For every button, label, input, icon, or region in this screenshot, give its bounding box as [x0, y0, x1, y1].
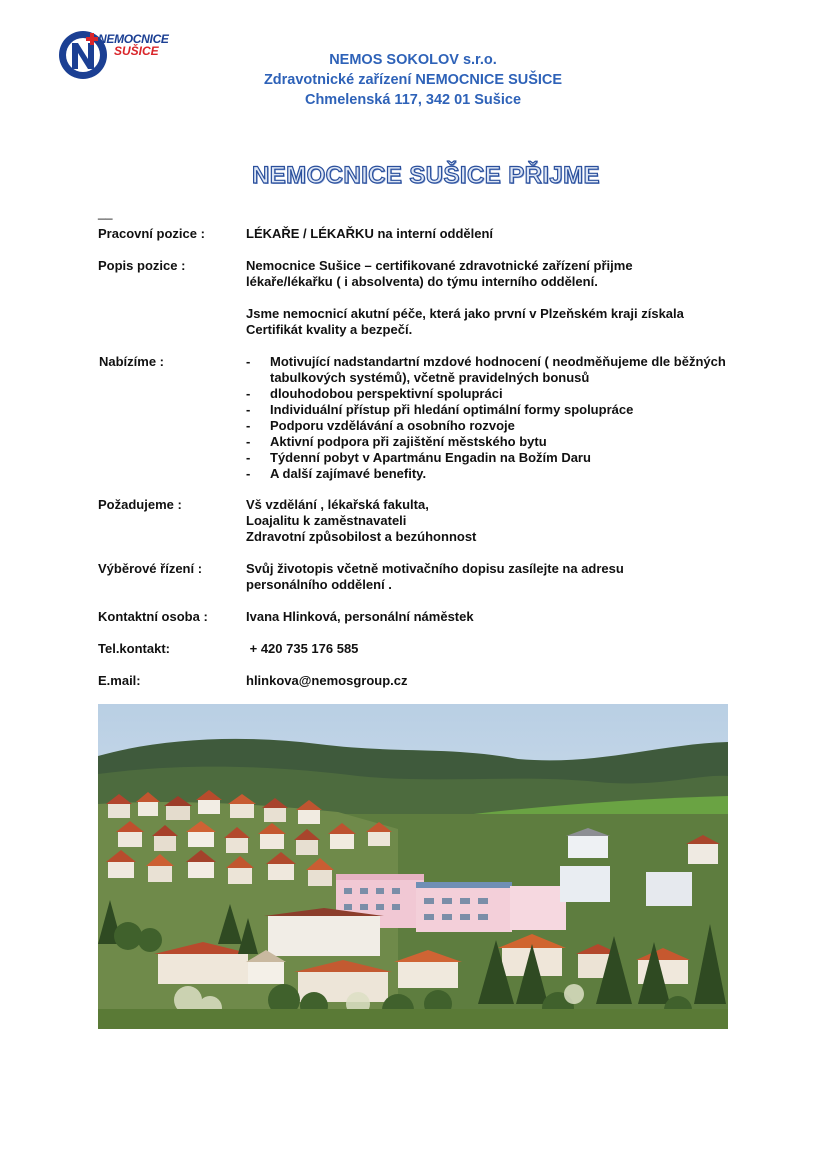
requirement-item: Loajalitu k zaměstnavateli: [246, 513, 407, 528]
selection-text: personálního oddělení .: [246, 577, 392, 592]
requirement-item: Vš vzdělání , lékařská fakulta,: [246, 497, 429, 512]
position-value: LÉKAŘE / LÉKAŘKU na interní oddělení: [246, 226, 494, 241]
offer-list: [246, 354, 746, 482]
logo-text-line2: SUŠICE: [114, 44, 159, 58]
requirements-label: Požadujeme :: [98, 497, 182, 512]
facility-name: Zdravotnické zařízení NEMOCNICE SUŠICE: [263, 72, 563, 88]
list-item: - Motivující nadstandartní mzdové hodnocení ( neodměňujeme dle běžných tabulkových systémů), včetně pravidelných bonusů: [246, 354, 746, 386]
offer-value: [246, 354, 746, 482]
list-item: - Podporu vzdělávání a osobního rozvoje: [246, 418, 746, 434]
email-value: hlinkova@nemosgroup.cz: [246, 673, 408, 688]
logo-text-line1: NEMOCNICE: [98, 32, 169, 46]
description-text: Nemocnice Sušice – certifikované zdravotnické zařízení přijme: [246, 258, 633, 273]
contact-value: Ivana Hlinková, personální náměstek: [246, 609, 474, 624]
offer-label: Nabízíme :: [99, 354, 165, 369]
position-label: Pracovní pozice :: [98, 226, 205, 241]
phone-value: + 420 735 176 585: [246, 641, 359, 656]
hospital-logo: [58, 29, 188, 81]
description-value: [246, 258, 746, 338]
list-item: - dlouhodobou perspektivní spolupráci: [246, 386, 746, 402]
town-landscape-illustration: [98, 704, 728, 1029]
description-text: Certifikát kvality a bezpečí.: [246, 322, 413, 337]
requirements-value: [246, 497, 746, 545]
organization-header: [200, 50, 626, 110]
contact-label: Kontaktní osoba :: [98, 609, 208, 624]
selection-label: Výběrové řízení :: [98, 561, 203, 576]
company-address: Chmelenská 117, 342 01 Sušice: [304, 92, 522, 108]
page-title: NEMOCNICE SUŠICE PŘIJME: [252, 162, 600, 189]
list-item: - Týdenní pobyt v Apartmánu Engadin na Božím Daru: [246, 450, 746, 466]
email-label: E.mail:: [98, 673, 141, 688]
description-label: Popis pozice :: [98, 258, 186, 273]
town-photo: [98, 704, 728, 1029]
selection-text: Svůj životopis včetně motivačního dopisu zasílejte na adresu: [246, 561, 624, 576]
company-name: NEMOS SOKOLOV s.r.o.: [329, 52, 497, 68]
list-item: - A další zajímavé benefity.: [246, 466, 746, 482]
list-item: - Aktivní podpora při zajištění městského bytu: [246, 434, 746, 450]
list-item: - Individuální přístup při hledání optimální formy spolupráce: [246, 402, 746, 418]
selection-value: [246, 561, 746, 593]
description-text: lékaře/lékařku ( i absolventa) do týmu interního oddělení.: [246, 274, 598, 289]
description-text: Jsme nemocnicí akutní péče, která jako první v Plzeňském kraji získala: [246, 306, 684, 321]
requirement-item: Zdravotní způsobilost a bezúhonnost: [246, 529, 477, 544]
separator-dash: __: [98, 205, 113, 220]
phone-label: Tel.kontakt:: [98, 641, 170, 656]
